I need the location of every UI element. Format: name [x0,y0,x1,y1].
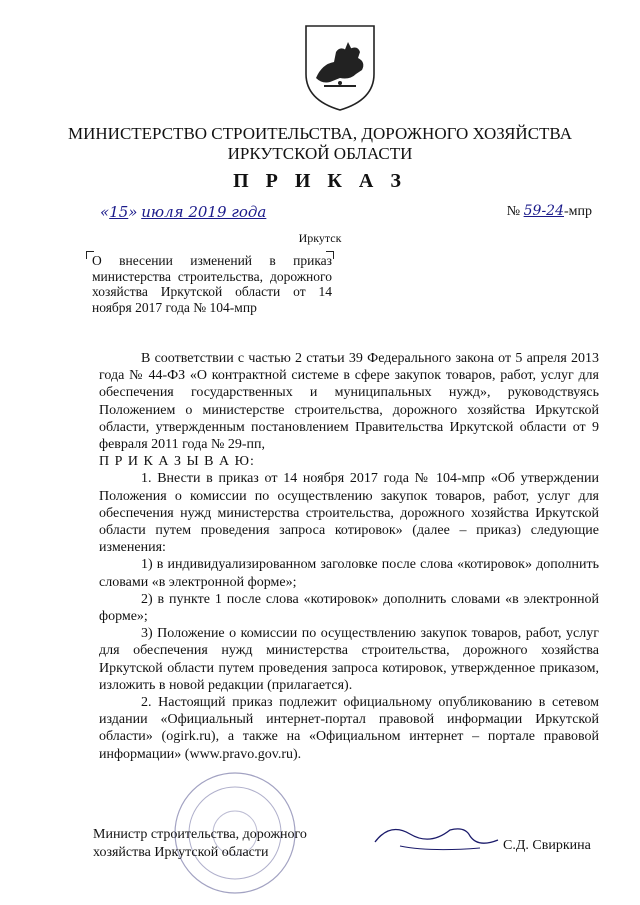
number-prefix: № [506,204,521,219]
item-2-paragraph: 2. Настоящий приказ подлежит официальному опубликованию в сетевом издании «Официальный интернет-портал правовой информации Иркутской области» (ogirk.ru), а также на «Официальном интернет – портале правовой информации» (www.pravo.gov.ru). [99,695,599,762]
ministry-name-line1: МИНИСТЕРСТВО СТРОИТЕЛЬСТВА, ДОРОЖНОГО ХОЗЯЙСТВА [68,124,572,143]
order-body [99,350,599,763]
document-type-title: П Р И К А З [233,170,407,192]
number-suffix: -мпр [563,204,592,219]
order-subject: О внесении изменений в приказ министерства строительства, дорожного хозяйства Иркутской области от 14 ноября 2017 года № 104-мпр [92,253,332,315]
item-1-2-paragraph: 2) в пункте 1 после слова «котировок» дополнить словами «в электронной форме»; [99,591,599,625]
date-day: 15 [109,203,129,221]
order-word: П Р И К А З Ы В А Ю: [99,454,255,470]
coat-of-arms-emblem [300,22,380,114]
position-line-1: Министр строительства, дорожного [93,827,307,842]
position-line-2: хозяйства Иркутской области [93,845,269,860]
preamble-paragraph: В соответствии с частью 2 статьи 39 Федерального закона от 5 апреля 2013 года № 44-ФЗ «О контрактной системе в сфере закупок товаров, работ, услуг для обеспечения государственных и муниципальных нужд», руководствуясь Положением о министерстве строительства, дорожного хозяйства Иркутской области, утвержденным постановлением Правительства Иркутской области от 9 февраля 2011 года № 29-пп, [99,351,599,453]
date-open-quote: « [100,203,110,221]
signatory-name: С.Д. Свиркина [503,838,591,853]
number-value: 59-24 [523,203,564,219]
order-number [507,203,592,220]
date-month-year: июля 2019 года [141,203,267,221]
ministry-name-line2: ИРКУТСКОЙ ОБЛАСТИ [227,144,413,163]
date-close-quote: » [128,203,138,221]
order-date [100,203,266,222]
item-1-paragraph: 1. Внести в приказ от 14 ноября 2017 года № 104-мпр «Об утверждении Положения о комиссии по осуществлению закупок товаров, работ, услуг для обеспечения нужд министерства строительства, дорожного хозяйства Иркутской области путем проведения запроса котировок» (далее – приказ) следующие изменения: [99,471,599,556]
item-1-1-paragraph: 1) в индивидуализированном заголовке после слова «котировок» дополнить словами «в электронной форме»; [99,557,599,590]
signatory-position [93,826,307,862]
item-1-3-paragraph: 3) Положение о комиссии по осуществлению закупок товаров, работ, услуг для обеспечения нужд министерства строительства, дорожного хозяйства Иркутской области путем проведения запроса котировок, утвержденное приказом, изложить в новой редакции (прилагается). [99,626,599,693]
handwritten-signature [370,812,510,862]
city-name: Иркутск [298,231,342,245]
